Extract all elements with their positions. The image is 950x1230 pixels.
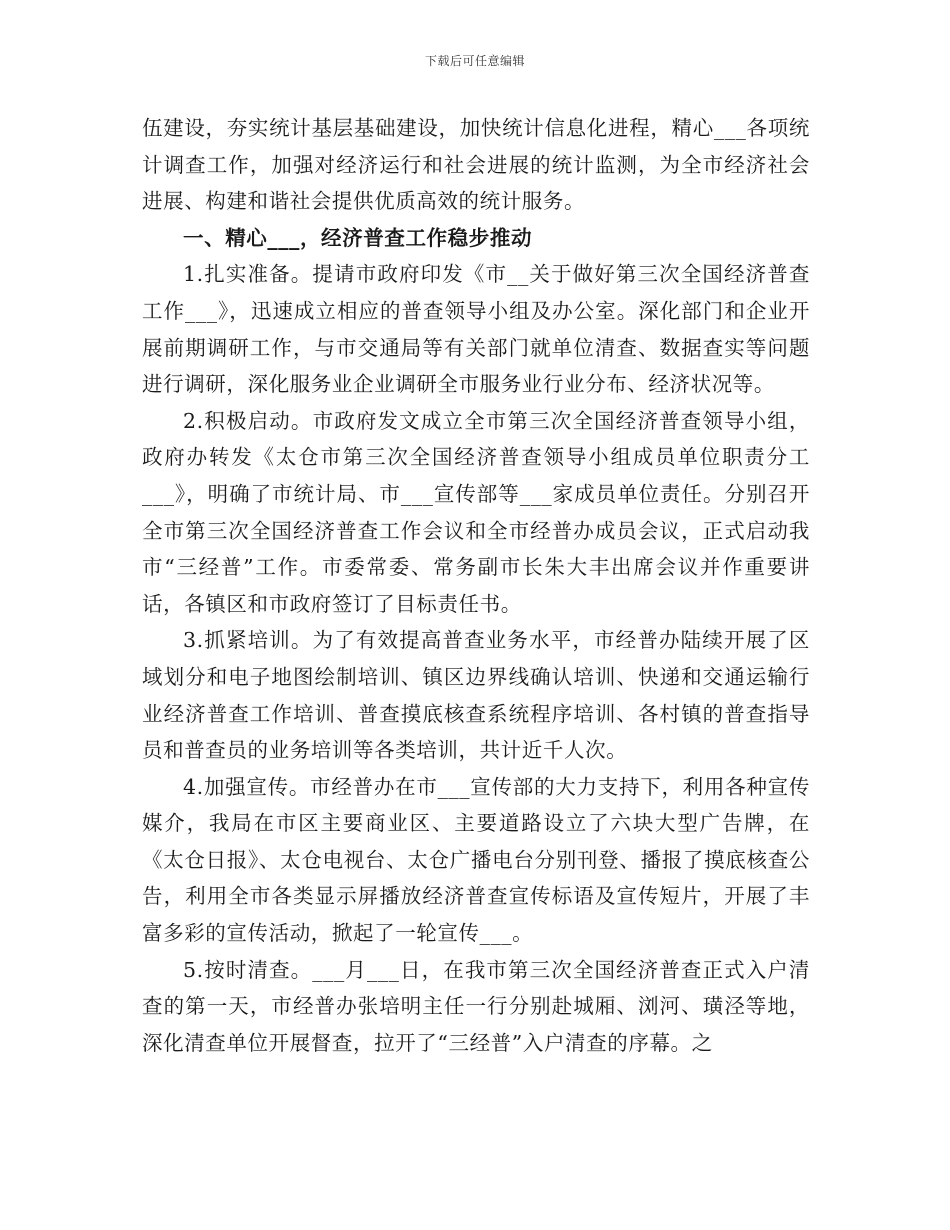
item-paragraph-5: 5.按时清查。___月___日，在我市第三次全国经济普查正式入户清查的第一天，市经普办张培明主任一行分别赴城厢、浏河、璜泾等地，深化清查单位开展督查，拉开了“三经普”入户清查的序幕。之 <box>142 957 810 1055</box>
document-body <box>142 110 810 1061</box>
item-paragraph-4: 4.加强宣传。市经普办在市___宣传部的大力支持下，利用各种宣传媒介，我局在市区主要商业区、主要道路设立了六块大型广告牌，在《太仓日报》、太仓电视台、太仓广播电台分别刊登、播报了摸底核查公告，利用全市各类显示屏播放经济普查宣传标语及宣传短片，开展了丰富多彩的宣传活动，掀起了一轮宣传___。 <box>142 774 810 946</box>
intro-paragraph: 伍建设，夯实统计基层基础建设，加快统计信息化进程，精心___各项统计调查工作，加强对经济运行和社会进展的统计监测，为全市经济社会进展、构建和谐社会提供优质高效的统计服务。 <box>142 116 810 214</box>
item-paragraph-1: 1.扎实准备。提请市政府印发《市__关于做好第三次全国经济普查工作___》，迅速成立相应的普查领导小组及办公室。深化部门和企业开展前期调研工作，与市交通局等有关部门就单位清查、数据查实等问题进行调研，深化服务业企业调研全市服务业行业分布、经济状况等。 <box>142 262 810 397</box>
section-heading: 一、精心___，经济普查工作稳步推动 <box>183 225 533 250</box>
page-header: 下载后可任意编辑 <box>424 54 525 68</box>
item-paragraph-3: 3.抓紧培训。为了有效提高普查业务水平，市经普办陆续开展了区域划分和电子地图绘制培训、镇区边界线确认培训、快递和交通运输行业经济普查工作培训、普查摸底核查系统程序培训、各村镇的普查指导员和普查员的业务培训等各类培训，共计近千人次。 <box>142 628 810 763</box>
item-paragraph-2: 2.积极启动。市政府发文成立全市第三次全国经济普查领导小组，政府办转发《太仓市第三次全国经济普查领导小组成员单位职责分工___》，明确了市统计局、市___宣传部等___家成员单位责任。分别召开全市第三次全国经济普查工作会议和全市经普办成员会议，正式启动我市“三经普”工作。市委常委、常务副市长朱大丰出席会议并作重要讲话，各镇区和市政府签订了目标责任书。 <box>142 408 810 616</box>
